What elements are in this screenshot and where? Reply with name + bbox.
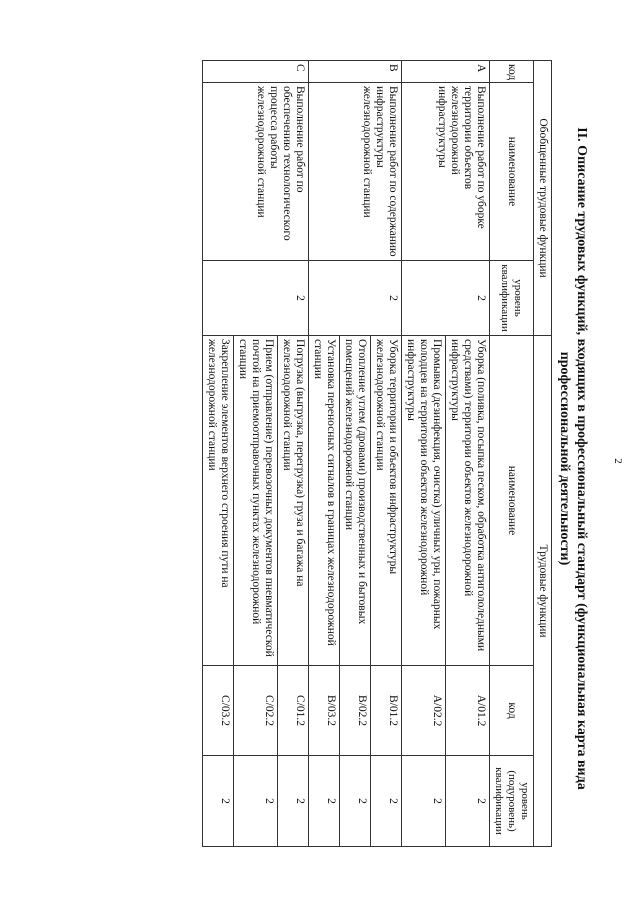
header-generalized-functions: Обобщенные трудовые функции [534,61,552,336]
group-name: Выполнение работ по содержанию инфраструктуры железнодорожной станции [309,83,402,261]
group-name: Выполнение работ по уборке территории объектов железнодорожной инфраструктуры [402,83,490,261]
group-name: Выполнение работ по обеспечению технологического процесса работы железнодорожной станции [203,83,309,261]
table-row [446,61,490,847]
function-name: Погрузка (выгрузка, перегрузка) груза и багажа на железнодорожной станции [278,336,309,666]
function-name: Отопление углем (дровами) производственных и бытовых помещений железнодорожной станции [340,336,371,666]
table-row [371,61,402,847]
function-level: 2 [309,756,340,847]
section-title-line-2: профессиональной деятельности) [557,351,572,566]
function-name: Прием (отправление) перевозочных документов пневматической почтой на приемоотправочных пунктах железнодорожной станции [234,336,278,666]
section-title [556,0,590,917]
function-level: 2 [446,756,490,847]
function-level: 2 [371,756,402,847]
group-code: A [402,61,490,83]
function-name: Промывка (дезинфекция, очистка) уличных урн, пожарных колодцев на территории объектов железнодорожной инфраструктуры [402,336,446,666]
header-tf-name: наименование [490,336,534,666]
functional-map-table [202,60,552,847]
group-level: 2 [203,261,309,336]
header-level: уровень квалификации [490,261,534,336]
section-title-line-1: II. Описание трудовых функций, входящих в профессиональный стандарт (функциональная карта вида [574,127,589,790]
function-code: B/03.2 [309,666,340,756]
function-level: 2 [203,756,234,847]
function-level: 2 [340,756,371,847]
function-name: Уборка (поливка, посыпка песком, обработка антигололедными средствами) территории объектов железнодорожной инфраструктуры [446,336,490,666]
header-tf-code: код [490,666,534,756]
function-code: A/02.2 [402,666,446,756]
table-row [278,61,309,847]
group-code: B [309,61,402,83]
function-level: 2 [234,756,278,847]
group-code: C [203,61,309,83]
header-code: код [490,61,534,83]
function-name: Закрепление элементов верхнего строения пути на железнодорожной станции [203,336,234,666]
group-level: 2 [309,261,402,336]
function-name: Уборка территории и объектов инфраструктуры железнодорожной станции [371,336,402,666]
header-row-columns [490,61,534,847]
function-code: A/01.2 [446,666,490,756]
group-level: 2 [402,261,490,336]
page-number: 2 [611,458,624,464]
function-code: B/02.2 [340,666,371,756]
header-name: наименование [490,83,534,261]
function-name: Установка переносных сигналов в границах железнодорожной станции [309,336,340,666]
function-level: 2 [402,756,446,847]
function-code: C/01.2 [278,666,309,756]
header-row-groups [534,61,552,847]
function-level: 2 [278,756,309,847]
function-code: C/02.2 [234,666,278,756]
header-labor-functions: Трудовые функции [534,336,552,847]
header-tf-level: уровень (подуровень) квалификации [490,756,534,847]
function-code: C/03.2 [203,666,234,756]
function-code: B/01.2 [371,666,402,756]
